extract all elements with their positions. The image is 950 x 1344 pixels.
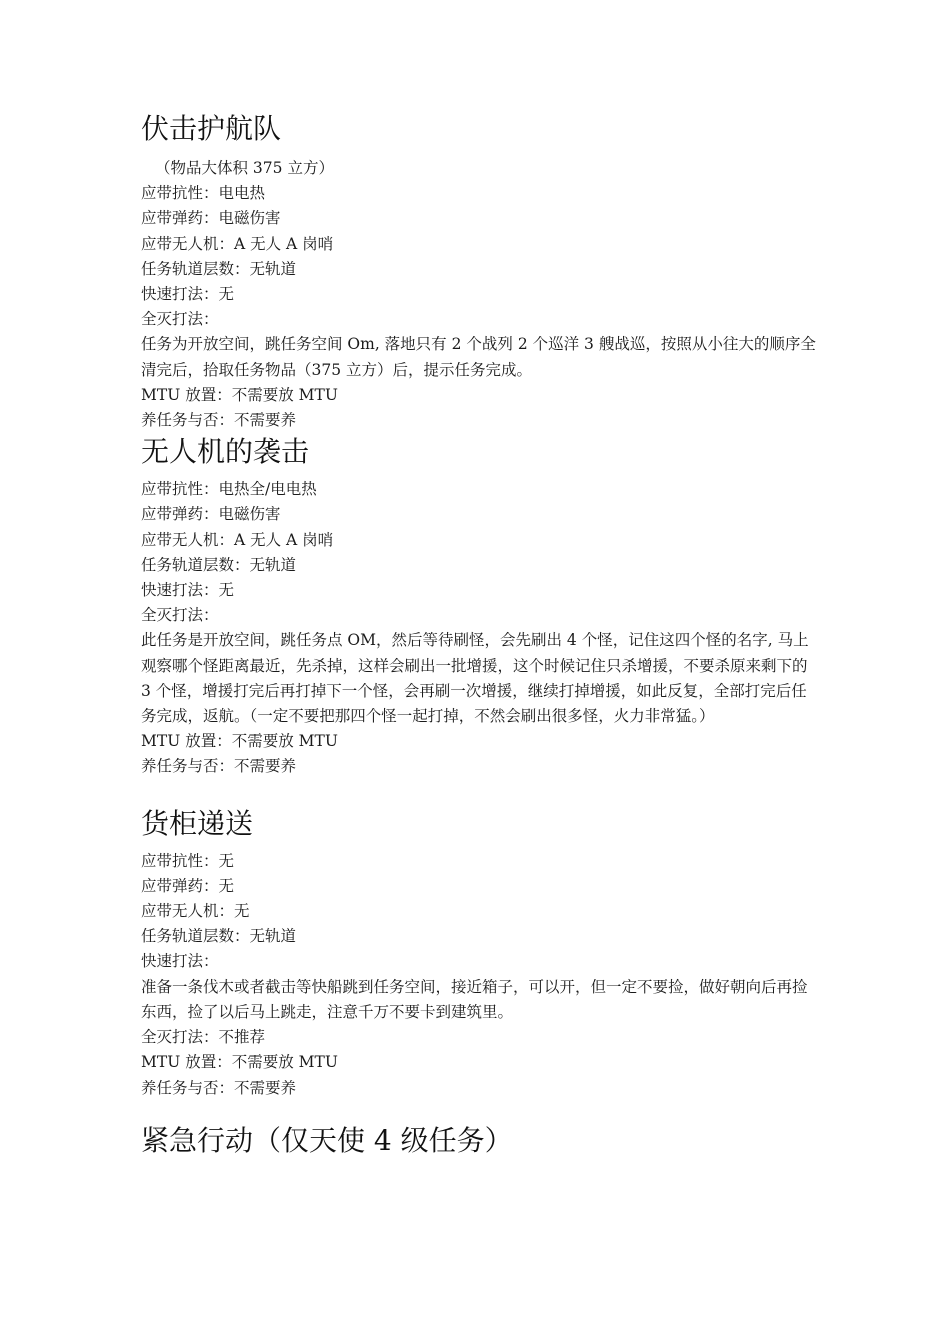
section-title: 紧急行动（仅天使 4 级任务） <box>141 1123 513 1157</box>
resistance-line: 应带抗性：电热全/电电热 <box>141 480 317 499</box>
pocket-count-line: 任务轨道层数：无轨道 <box>141 259 297 278</box>
quick-method-label: 快速打法： <box>141 952 219 971</box>
full-clear-line: 全灭打法：不推荐 <box>141 1028 266 1047</box>
ammo-line: 应带弹药：无 <box>141 876 235 895</box>
full-clear-label: 全灭打法： <box>141 310 219 329</box>
full-clear-description: 此任务是开放空间，跳任务点 OM，然后等待刷怪，会先刷出 4 个怪，记住这四个怪的名字, 马上观察哪个怪距离最近，先杀掉，这样会刷出一批增援，这个时候记住只杀增援，不要杀原来剩下的 3 个怪，增援打完后再打掉下一个怪，会再刷一次增援，继续打掉增援，如此反复，全部打完后任务完成，返航。（一定不要把那四个怪一起打掉，不然会刷出很多怪，火力非常猛。） <box>141 631 809 726</box>
drones-line: 应带无人机：A 无人 A 岗哨 <box>141 530 334 549</box>
quick-method-line: 快速打法：无 <box>141 581 235 600</box>
mtu-line: MTU 放置：不需要放 MTU <box>141 732 338 751</box>
quick-method-description: 准备一条伐木或者截击等快船跳到任务空间，接近箱子，可以开，但一定不要捡，做好朝向后再捡东西，捡了以后马上跳走，注意千万不要卡到建筑里。 <box>141 977 808 1021</box>
pocket-count-line: 任务轨道层数：无轨道 <box>141 555 297 574</box>
ammo-line: 应带弹药：电磁伤害 <box>141 505 281 524</box>
resistance-line: 应带抗性：无 <box>141 851 235 870</box>
farm-line: 养任务与否：不需要养 <box>141 411 297 430</box>
section-emergency-action <box>141 1122 821 1160</box>
section-ambush-convoy <box>141 110 821 433</box>
full-clear-description: 任务为开放空间，跳任务空间 Om, 落地只有 2 个战列 2 个巡洋 3 艘战巡，按照从小往大的顺序全清完后，拾取任务物品（375 立方）后，提示任务完成。 <box>141 335 816 379</box>
section-drone-raid <box>141 433 821 779</box>
full-clear-label: 全灭打法： <box>141 606 219 625</box>
section-title: 伏击护航队 <box>141 112 282 145</box>
ammo-line: 应带弹药：电磁伤害 <box>141 209 281 228</box>
mtu-line: MTU 放置：不需要放 MTU <box>141 385 338 404</box>
mtu-line: MTU 放置：不需要放 MTU <box>141 1053 338 1072</box>
section-title: 货柜递送 <box>141 806 254 840</box>
quick-method-line: 快速打法：无 <box>141 285 235 304</box>
farm-line: 养任务与否：不需要养 <box>141 757 297 776</box>
drones-line: 应带无人机：A 无人 A 岗哨 <box>141 234 334 253</box>
drones-line: 应带无人机：无 <box>141 902 250 921</box>
item-volume-note: （物品大体积 375 立方） <box>155 159 334 177</box>
pocket-count-line: 任务轨道层数：无轨道 <box>141 927 297 946</box>
resistance-line: 应带抗性：电电热 <box>141 184 266 203</box>
section-cargo-delivery <box>141 805 821 1101</box>
section-title: 无人机的袭击 <box>141 435 310 469</box>
document-body <box>141 110 821 1160</box>
farm-line: 养任务与否：不需要养 <box>141 1078 297 1097</box>
